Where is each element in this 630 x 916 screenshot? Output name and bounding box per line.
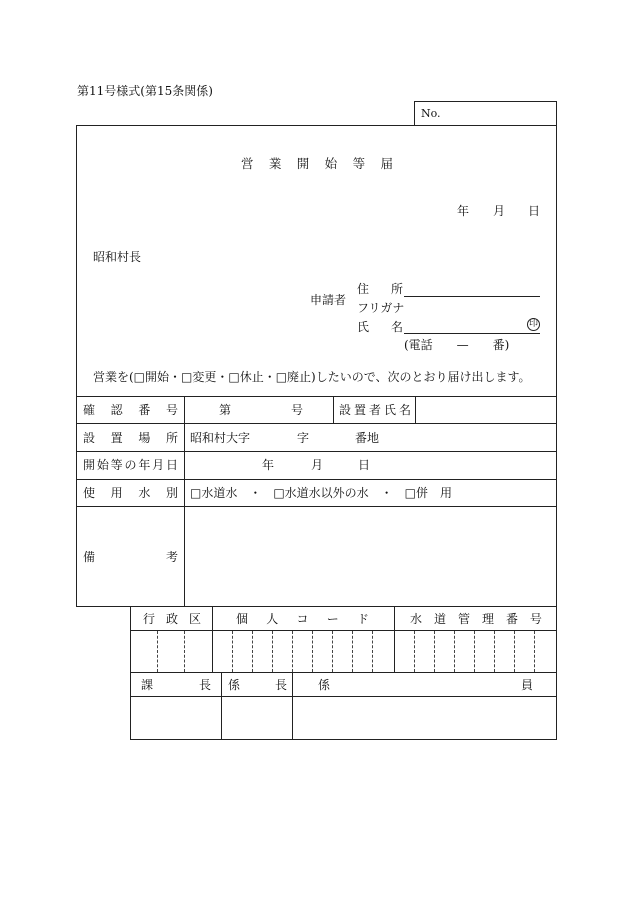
start-date-label-char: の xyxy=(124,458,137,472)
location-aza: 字 xyxy=(297,431,310,445)
water-type-label-char: 水 xyxy=(138,486,151,500)
confirm-go: 号 xyxy=(291,403,304,417)
start-date-label-char: 年 xyxy=(138,458,151,472)
water-dash-4 xyxy=(474,631,475,672)
form-number: 第11号様式(第15条関係) xyxy=(77,84,213,98)
row-line-3 xyxy=(76,451,557,452)
confirm-no-label-char: 認 xyxy=(110,403,123,417)
code-dash-5 xyxy=(312,631,313,672)
water-type-label xyxy=(83,486,178,500)
remarks-label-char: 考 xyxy=(165,550,178,564)
date-day: 日 xyxy=(528,204,541,218)
statement: 営業を(□開始・□変更・□休止・□廃止)したいので、次のとおり届け出します。 xyxy=(93,370,531,384)
name-line xyxy=(404,333,540,334)
office-header-line xyxy=(130,630,557,631)
personal-code-header-char: コ xyxy=(296,612,309,626)
start-date-month: 月 xyxy=(311,458,324,472)
row-line-4 xyxy=(76,479,557,480)
seal-text: 印 xyxy=(528,319,538,329)
personal-code-header-char: ド xyxy=(356,612,369,626)
office-div-2 xyxy=(394,606,395,672)
form-title-char: 届 xyxy=(380,156,393,171)
installer-name-label xyxy=(339,403,411,417)
code-dash-8 xyxy=(372,631,373,672)
personal-code-header xyxy=(236,612,369,626)
code-dash-4 xyxy=(292,631,293,672)
confirm-divider-1 xyxy=(333,396,334,423)
water-dash-5 xyxy=(494,631,495,672)
water-mgmt-header-char: 理 xyxy=(481,612,494,626)
staff-header-char: 係 xyxy=(318,678,331,692)
remarks-label-char: 備 xyxy=(83,550,96,564)
code-dash-7 xyxy=(352,631,353,672)
office-right-border xyxy=(556,606,557,740)
name-label xyxy=(357,320,403,334)
approval-div-2 xyxy=(292,672,293,740)
location-label-char: 設 xyxy=(83,431,96,445)
form-title-char: 等 xyxy=(352,156,366,171)
date-month: 月 xyxy=(493,204,506,218)
date-year: 年 xyxy=(457,204,470,218)
water-dash-3 xyxy=(454,631,455,672)
confirm-dai: 第 xyxy=(219,403,232,417)
remarks-label xyxy=(83,550,178,564)
row-line-5 xyxy=(76,506,557,507)
installer-name-label-char: 者 xyxy=(368,403,381,417)
water-dash-6 xyxy=(514,631,515,672)
district-dash-2 xyxy=(184,631,185,672)
location-label-char: 所 xyxy=(165,431,178,445)
name-label-char: 氏 xyxy=(357,320,370,334)
seal-mark xyxy=(527,318,540,331)
subsection-chief-header-char: 長 xyxy=(274,678,287,692)
addressee: 昭和村長 xyxy=(93,250,142,264)
personal-code-header-char: ー xyxy=(326,612,339,626)
no-label: No. xyxy=(421,107,441,120)
form-title-char: 始 xyxy=(324,156,338,171)
installer-name-label-char: 設 xyxy=(339,403,352,417)
district-header-char: 区 xyxy=(188,612,201,626)
location-label xyxy=(83,431,178,445)
staff-header xyxy=(318,678,533,692)
main-form-box xyxy=(76,125,557,607)
section-chief-header xyxy=(141,678,211,692)
office-div-1 xyxy=(212,606,213,672)
district-header-char: 行 xyxy=(143,612,156,626)
section-chief-header-char: 長 xyxy=(198,678,211,692)
confirm-no-label-char: 号 xyxy=(165,403,178,417)
personal-code-header-char: 人 xyxy=(266,612,279,626)
label-col-divider xyxy=(184,396,185,607)
water-dash-2 xyxy=(434,631,435,672)
start-date-label-char: 月 xyxy=(152,458,165,472)
row-line-2 xyxy=(76,423,557,424)
location-banchi: 番地 xyxy=(355,431,380,445)
water-mgmt-header-char: 番 xyxy=(505,612,518,626)
subsection-chief-header xyxy=(228,678,287,692)
district-dash-1 xyxy=(157,631,158,672)
district-header-char: 政 xyxy=(165,612,178,626)
form-title xyxy=(241,157,393,171)
office-approval-header-line xyxy=(130,696,557,697)
installer-name-label-char: 名 xyxy=(398,403,411,417)
address-label-char: 所 xyxy=(390,282,403,296)
office-mid-line xyxy=(130,672,557,673)
name-label-char: 名 xyxy=(390,320,403,334)
water-mgmt-header-char: 管 xyxy=(457,612,470,626)
applicant-label: 申請者 xyxy=(310,293,347,307)
start-date-label-char: 開 xyxy=(83,458,96,472)
start-date-label xyxy=(83,458,178,472)
address-label-char: 住 xyxy=(357,282,370,296)
district-header xyxy=(143,612,201,626)
row-line-1 xyxy=(76,396,557,397)
start-date-label-char: 始 xyxy=(96,458,109,472)
water-type-label-char: 用 xyxy=(110,486,123,500)
confirm-no-label-char: 確 xyxy=(83,403,96,417)
code-dash-2 xyxy=(252,631,253,672)
form-title-char: 開 xyxy=(296,156,310,171)
confirm-divider-2 xyxy=(415,396,416,423)
water-dash-1 xyxy=(414,631,415,672)
address-label xyxy=(357,282,403,296)
personal-code-header-char: 個 xyxy=(236,612,249,626)
start-date-label-char: 等 xyxy=(110,458,123,472)
subsection-chief-header-char: 係 xyxy=(228,678,241,692)
water-type-label-char: 別 xyxy=(165,486,178,500)
form-title-char: 業 xyxy=(268,156,282,171)
start-date-year: 年 xyxy=(262,458,275,472)
code-dash-3 xyxy=(272,631,273,672)
location-label-char: 場 xyxy=(138,431,151,445)
water-mgmt-header-char: 号 xyxy=(529,612,542,626)
office-bottom-line xyxy=(130,739,557,740)
address-line xyxy=(404,296,540,297)
installer-name-label-char: 氏 xyxy=(383,403,396,417)
confirm-no-label-char: 番 xyxy=(138,403,151,417)
office-left-border xyxy=(130,606,131,740)
section-chief-header-char: 課 xyxy=(141,678,154,692)
confirm-no-label xyxy=(83,403,178,417)
code-dash-1 xyxy=(232,631,233,672)
approval-div-1 xyxy=(221,672,222,740)
water-mgmt-header-char: 道 xyxy=(433,612,446,626)
code-dash-6 xyxy=(332,631,333,672)
location-village: 昭和村大字 xyxy=(190,431,251,445)
water-mgmt-header xyxy=(410,612,542,626)
water-mgmt-header-char: 水 xyxy=(410,612,423,626)
furigana-label: フリガナ xyxy=(357,301,405,315)
start-date-day: 日 xyxy=(358,458,371,472)
location-label-char: 置 xyxy=(110,431,123,445)
installer-name-label-char: 置 xyxy=(353,403,366,417)
staff-header-char: 員 xyxy=(520,678,533,692)
start-date-label-char: 日 xyxy=(165,458,178,472)
phone: (電話 — 番) xyxy=(404,338,510,352)
water-type-label-char: 使 xyxy=(83,486,96,500)
water-dash-7 xyxy=(534,631,535,672)
form-title-char: 営 xyxy=(241,156,254,171)
water-type-value: □水道水 ・ □水道水以外の水 ・ □併 用 xyxy=(190,486,453,500)
